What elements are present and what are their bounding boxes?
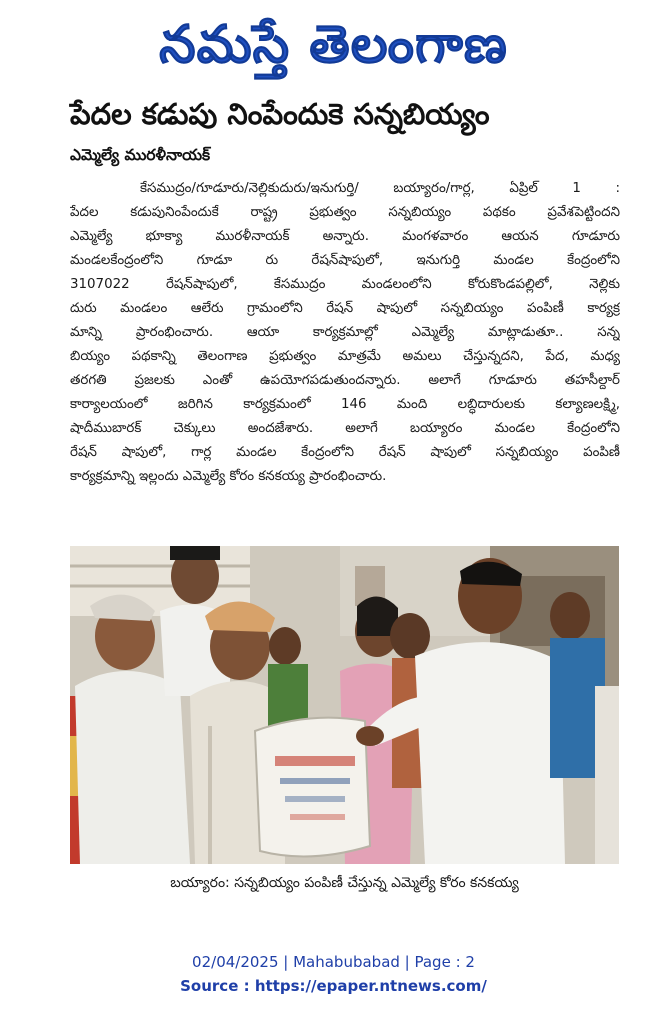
photo-illustration: [70, 546, 619, 864]
article-body-line: మాన్ని ప్రారంభించారు. ఆయా కార్యక్రమాల్లో ఎమ్మెల్యే మాట్లాడుతూ.. సన్న: [70, 325, 620, 340]
article-body-line: కేసముద్రం/గూడూరు/నెల్లికుదురు/ఇనుగుర్తి/ బయ్యారం/గార్ల, ఏప్రిల్ 1 :: [140, 181, 620, 196]
article-body-line: మండలకేంద్రంలోని గూడూ రు రేషన్‌షాపులో, ఇనుగుర్తి మండల కేంద్రంలోని: [70, 253, 620, 268]
article-body-line: రేషన్ షాపులో, గార్ల మండల కేంద్రంలోని రేషన్ షాపులో సన్నబియ్యం పంపిణీ: [70, 445, 620, 460]
article-body-line: ఎమ్మెల్యే భూక్యా మురళీనాయక్ అన్నారు. మంగళవారం ఆయన గూడూరు: [70, 229, 620, 244]
article-body: [70, 177, 620, 489]
article-body-line: షాదీముబారక్ చెక్కులు అందజేశారు. అలాగే బయ్యారం మండల కేంద్రంలోని: [70, 421, 620, 436]
article-headline: పేదల కడుపు నింపేందుకె సన్నబియ్యం: [70, 97, 490, 131]
article-subheadline: ఎమ్మెల్యే మురళీనాయక్: [70, 146, 211, 164]
article-body-line: కార్యక్రమాన్ని ఇల్లందు ఎమ్మెల్యే కోరం కనకయ్య ప్రారంభించారు.: [70, 469, 387, 484]
page-footer: [0, 950, 667, 998]
article-body-line: 3107022 రేషన్‌షాపులో, కేసముద్రం మండలంలోని కోరుకొండపల్లిలో, నెల్లికు: [70, 277, 620, 292]
source-link[interactable]: Source : https://epaper.ntnews.com/: [180, 977, 487, 995]
next-article-headline-fragment: [70, 926, 619, 935]
article-body-line: తరగతి ప్రజలకు ఎంతో ఉపయోగపడుతుందన్నారు. అలాగే గూడూరు తహసీల్దార్: [70, 373, 620, 388]
article-photo: [70, 546, 619, 864]
article-body-line: కార్యాలయంలో జరిగిన కార్యక్రమంలో 146 మంది లబ్ధిదారులకు కల్యాణలక్ష్మి,: [70, 397, 620, 412]
newspaper-logo: నమస్తే తెలంగాణ: [159, 15, 508, 75]
edition-info: 02/04/2025 | Mahabubabad | Page : 2: [192, 953, 475, 971]
article-body-line: బియ్యం పథకాన్ని తెలంగాణ ప్రభుత్వం మాత్రమే అమలు చేస్తున్నదని, పేద, మధ్య: [70, 349, 620, 364]
article-body-line: పేదల కడుపునింపేందుకే రాష్ట్ర ప్రభుత్వం సన్నబియ్యం పథకం ప్రవేశపెట్టిందని: [70, 205, 620, 220]
article-body-line: దురు మండలం ఆలేరు గ్రామంలోని రేషన్ షాపులో సన్నబియ్యం పంపిణీ కార్యక్ర: [70, 301, 620, 316]
photo-caption: బయ్యారం: సన్నబియ్యం పంపిణీ చేస్తున్న ఎమ్మెల్యే కోరం కనకయ్య: [170, 875, 519, 891]
masthead: [0, 6, 667, 90]
